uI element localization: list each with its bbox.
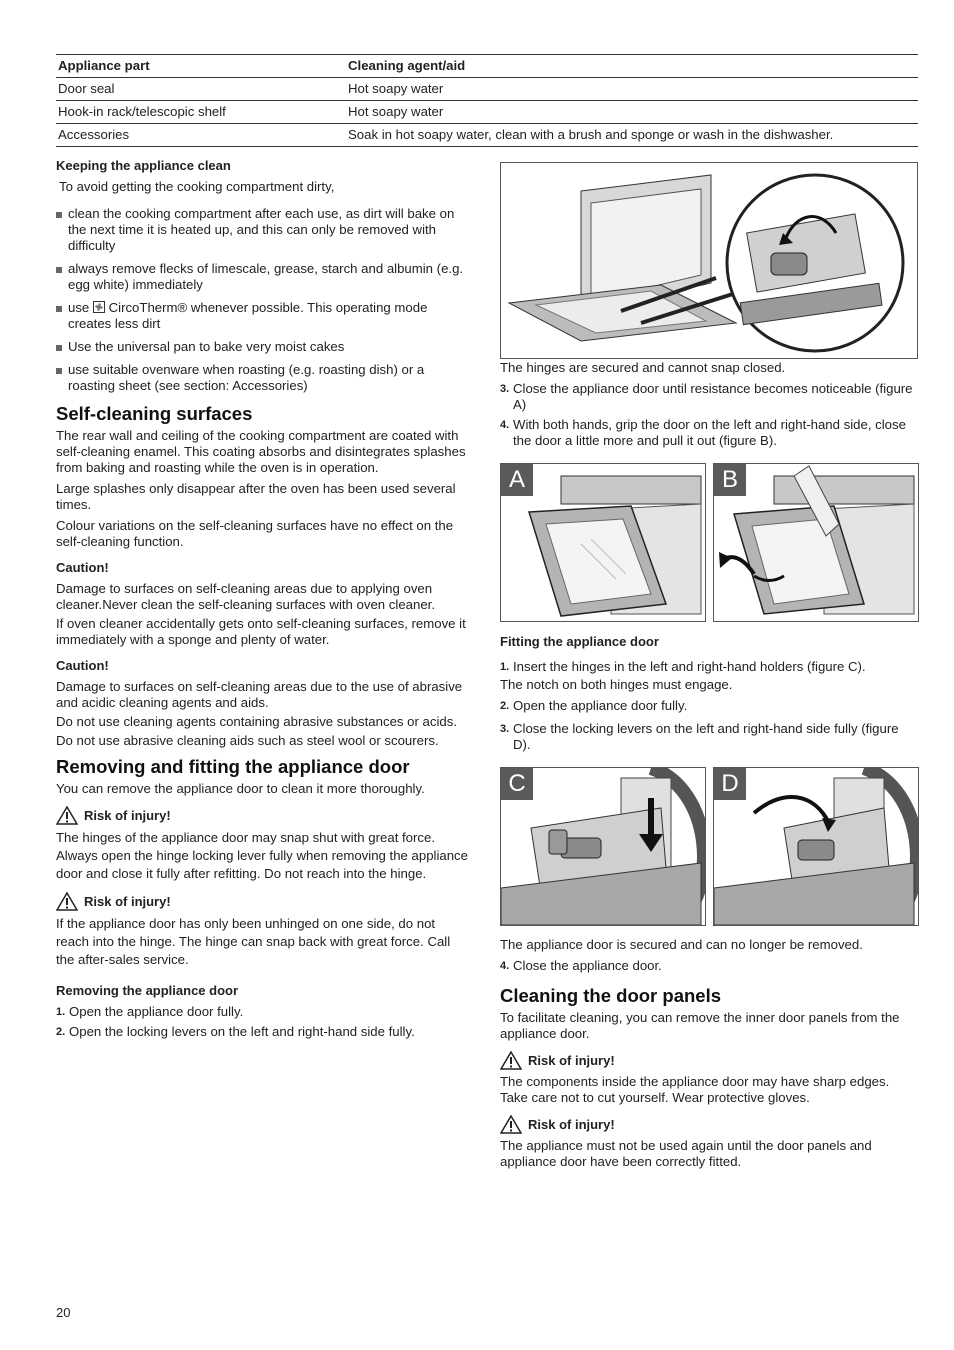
table-cell: Hook-in rack/telescopic shelf [56,101,346,124]
list-item: always remove flecks of limescale, grease, starch and albumin (e.g. egg white) immediately [56,261,470,293]
left-column [56,158,470,1044]
fitting-steps [500,659,918,675]
keeping-list [56,206,470,394]
paragraph: Do not use abrasive cleaning aids such as steel wool or scourers. [56,733,439,748]
paragraph: Damage to surfaces on self-cleaning areas due to the use of abrasive and acidic cleaning agents and aids. [56,679,463,710]
panels-section [500,937,918,1175]
circotherm-icon [93,301,105,313]
paragraph: If the appliance door has only been unhinged on one side, do not reach into the hinge. The hinge can snap back with great force. Call the after-sales service. [56,916,451,967]
paragraph: To facilitate cleaning, you can remove the inner door panels from the appliance door. [500,1010,900,1041]
step-number: 1. [500,661,510,673]
table-cell: Accessories [56,124,346,147]
caution-heading: Caution! [56,658,109,673]
bullet-text-prefix: use [68,300,90,315]
paragraph: The rear wall and ceiling of the cooking compartment are coated with self-cleaning enamel. This coating absorbs and disintegrates splashes from baking and roasting while the oven is in operation. [56,428,466,475]
table-cell: Door seal [56,78,346,101]
bullet-text-suffix: CircoTherm® whenever possible. This operating mode creates less dirt [68,300,428,331]
table-header: Cleaning agent/aid [346,55,918,78]
risk-warning [500,1115,918,1134]
figure-c [500,767,706,926]
table-header-row [56,55,918,78]
figure-d [713,767,919,926]
risk-warning [500,1051,918,1070]
list-item [56,1024,470,1040]
list-item [500,381,918,413]
step-text: Open the locking levers on the left and right-hand side fully. [69,1024,415,1039]
step-text: Open the appliance door fully. [69,1004,244,1019]
table-row [56,101,918,124]
table-cell: Hot soapy water [346,78,918,101]
list-item [500,698,918,714]
list-item: use suitable ovenware when roasting (e.g. roasting dish) or a roasting sheet (see section: Accessories) [56,362,470,394]
risk-heading: Risk of injury! [84,807,171,823]
fitting-section [500,634,918,757]
risk-heading: Risk of injury! [528,1116,615,1132]
fitting-steps-continued [500,698,918,753]
note: The notch on both hinges must engage. [500,677,733,692]
removing-steps-continued [500,381,918,449]
figure-label: D [714,768,746,800]
paragraph: The appliance must not be used again until the door panels and appliance door have been correctly fitted. [500,1138,872,1169]
risk-heading: Risk of injury! [84,893,171,909]
step-number: 3. [500,723,510,735]
paragraph: If oven cleaner accidentally gets onto self-cleaning surfaces, remove it immediately with a sponge and plenty of water. [56,616,466,647]
keeping-heading: Keeping the appliance clean [56,158,231,173]
step-text: Close the appliance door. [513,958,662,973]
risk-warning [56,806,470,825]
cleaning-table [56,54,918,147]
page-number: 20 [56,1305,71,1320]
warning-icon [56,806,78,825]
caution-heading: Caution! [56,560,109,575]
list-item: clean the cooking compartment after each use, as dirt will bake on the next time it is heated up, and this can only be removed with difficulty [56,206,470,254]
fitting-heading: Fitting the appliance door [500,634,659,649]
paragraph: Large splashes only disappear after the oven has been used several times. [56,481,456,512]
note: The appliance door is secured and can no longer be removed. [500,937,863,952]
step-number: 2. [500,700,510,712]
hinge-lever-figure [500,162,918,359]
list-item [56,1004,470,1020]
list-item [500,659,918,675]
list-item [500,721,918,753]
step-text: Insert the hinges in the left and right-hand holders (figure C). [513,659,866,674]
warning-icon [56,892,78,911]
paragraph: The hinges of the appliance door may snap shut with great force. Always open the hinge locking lever fully when removing the appliance door and close it fully after refitting. Do not reach into the hinge. [56,830,468,881]
list-item [500,958,918,974]
warning-icon [500,1115,522,1134]
figure-b [713,463,919,622]
paragraph: Damage to surfaces on self-cleaning areas due to applying oven cleaner.Never clean the self-cleaning surfaces with oven cleaner. [56,581,435,612]
table-cell: Soak in hot soapy water, clean with a brush and sponge or wash in the dishwasher. [346,124,918,147]
note: The hinges are secured and cannot snap closed. [500,360,786,375]
step-text: Close the appliance door until resistance becomes noticeable (figure A) [513,381,913,412]
list-item [56,300,470,332]
paragraph: Do not use cleaning agents containing abrasive substances or acids. [56,714,458,729]
figure-label: A [501,464,533,496]
fitting-final-step [500,958,918,974]
figure-a [500,463,706,622]
paragraph: Colour variations on the self-cleaning surfaces have no effect on the self-cleaning function. [56,518,454,549]
keeping-intro: To avoid getting the cooking compartment dirty, [59,179,335,194]
figure-label: C [501,768,533,800]
table-cell: Hot soapy water [346,101,918,124]
figure-label: B [714,464,746,496]
removing-fitting-heading: Removing and fitting the appliance door [56,756,410,777]
removing-steps [56,1004,470,1040]
risk-heading: Risk of injury! [528,1052,615,1068]
step-text: Open the appliance door fully. [513,698,688,713]
warning-icon [500,1051,522,1070]
step-number: 4. [500,960,510,972]
self-cleaning-heading: Self-cleaning surfaces [56,403,253,424]
step-text: Close the locking levers on the left and right-hand side fully (figure D). [513,721,899,752]
step-number: 3. [500,383,510,395]
table-row [56,124,918,147]
step-text: With both hands, grip the door on the left and right-hand side, close the door a little more and pull it out (figure B). [513,417,906,448]
cleaning-panels-heading: Cleaning the door panels [500,985,721,1006]
step-number: 1. [56,1006,66,1018]
paragraph: The components inside the appliance door may have sharp edges. Take care not to cut yourself. Wear protective gloves. [500,1074,890,1105]
paragraph: You can remove the appliance door to clean it more thoroughly. [56,781,425,796]
list-item [500,417,918,449]
table-header: Appliance part [56,55,346,78]
removing-door-heading: Removing the appliance door [56,983,239,998]
risk-warning [56,892,470,911]
step-number: 4. [500,419,510,431]
right-column [500,360,918,453]
step-number: 2. [56,1026,66,1038]
list-item: Use the universal pan to bake very moist cakes [56,339,470,355]
table-row [56,78,918,101]
